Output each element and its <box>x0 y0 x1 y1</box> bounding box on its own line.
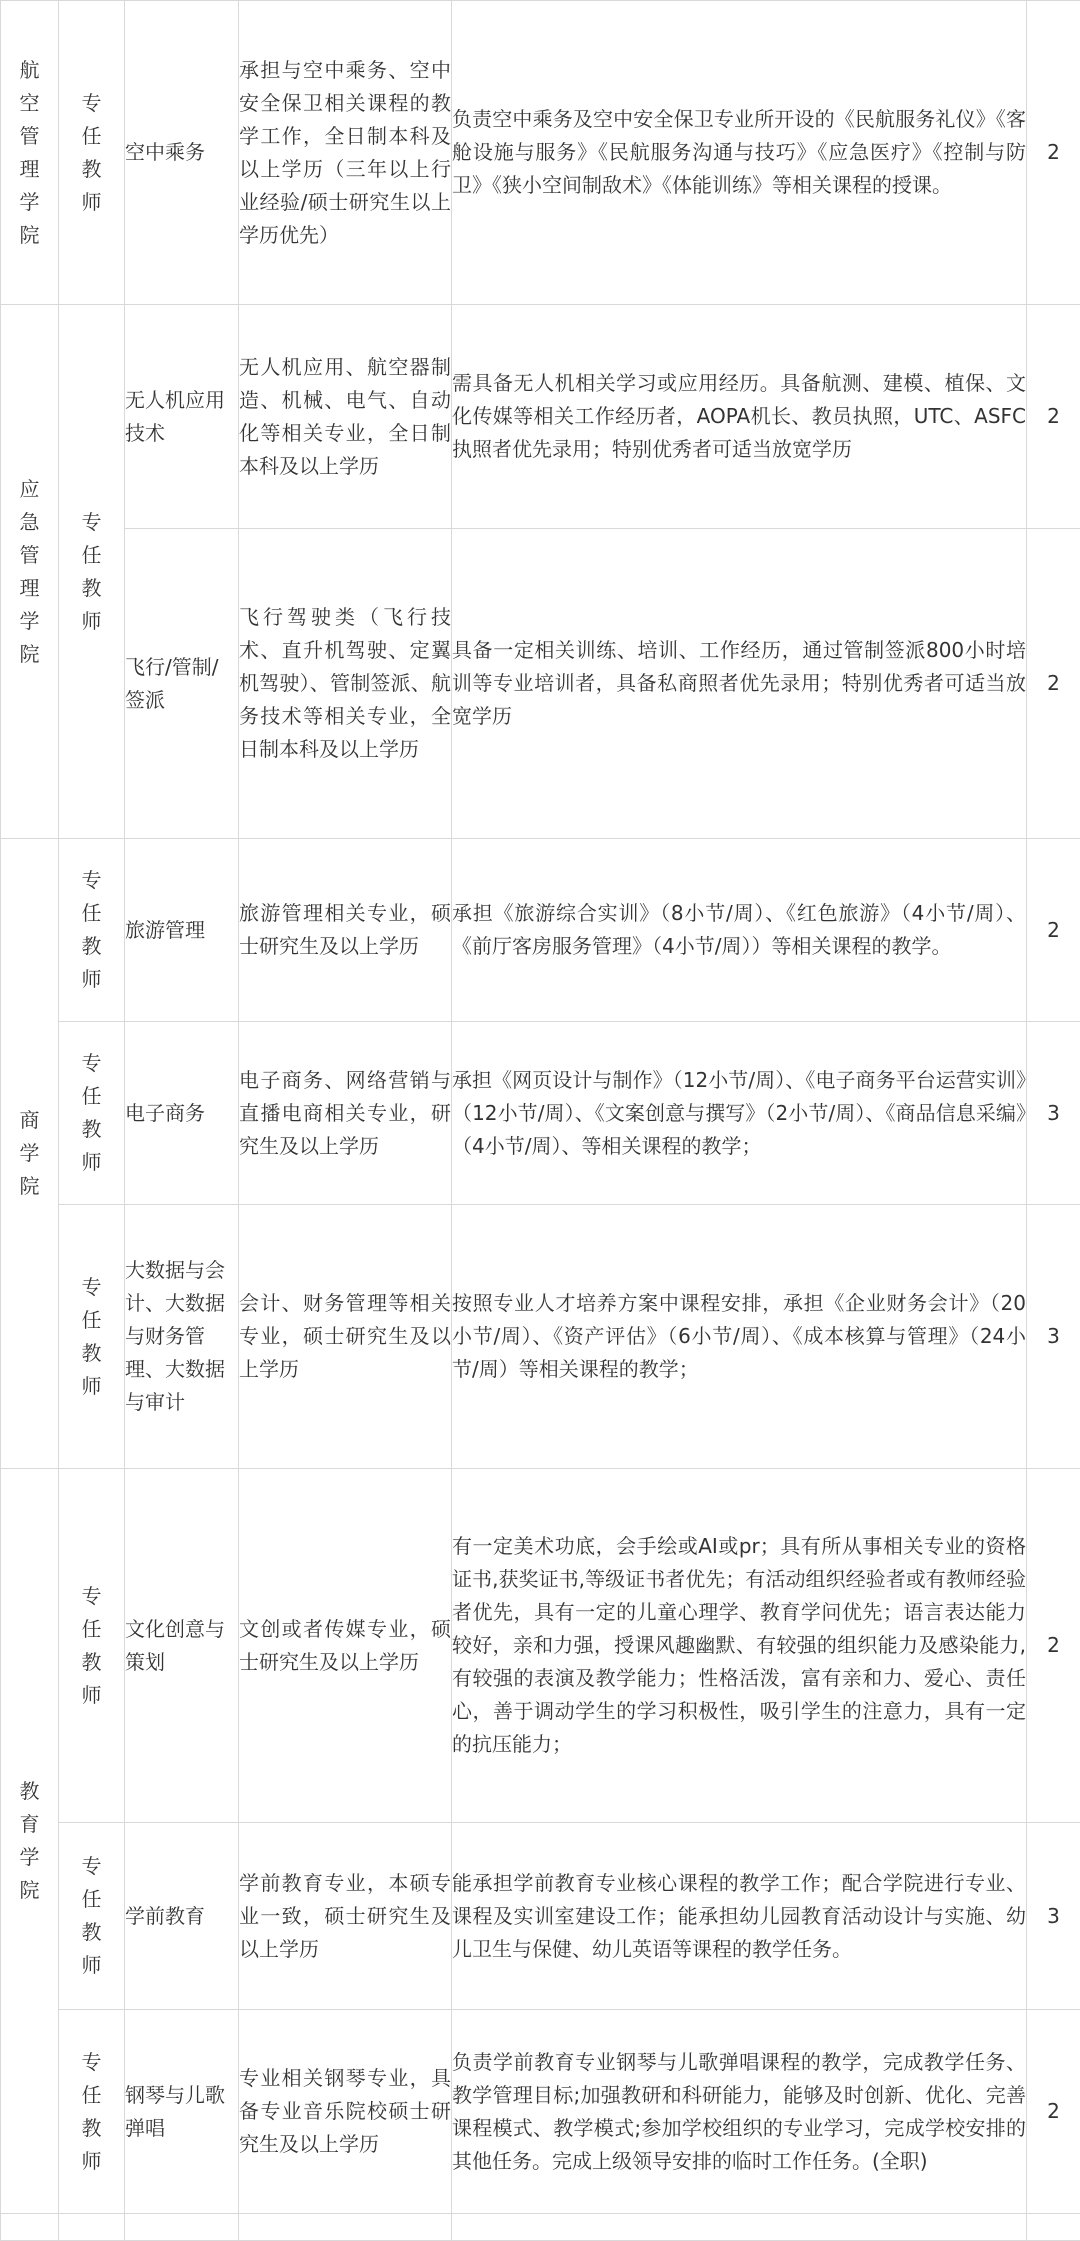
education-cell: 电子商务、网络营销与直播电商相关专业，研究生及以上学历 <box>239 1022 452 1205</box>
table-row <box>1 2010 1080 2214</box>
post-type-cell: 专 任 教 师 <box>59 1823 125 2010</box>
college-cell: 教 育 学 院 <box>1 1469 59 2214</box>
table-row <box>1 1022 1080 1205</box>
college-cell: 商 学 院 <box>1 839 59 1469</box>
duty-cell: 承担《网页设计与制作》（12小节/周）、《电子商务平台运营实训》（12小节/周）、《文案创意与撰写》（2小节/周）、《商品信息采编》（4小节/周）、等相关课程的教学； <box>452 1022 1027 1205</box>
education-cell: 会计、财务管理等相关专业，硕士研究生及以上学历 <box>239 1205 452 1469</box>
table-row <box>1 305 1080 529</box>
headcount-cell: 2 <box>1027 305 1080 529</box>
duty-cell: 负责学前教育专业钢琴与儿歌弹唱课程的教学，完成教学任务、教学管理目标;加强教研和科研能力，能够及时创新、优化、完善课程模式、教学模式;参加学校组织的专业学习，完成学校安排的其他任务。完成上级领导安排的临时工作任务。(全职) <box>452 2010 1027 2214</box>
post-type-cell: 专 任 教 师 <box>59 1205 125 1469</box>
table-row <box>1 1205 1080 1469</box>
college-cell: 应 急 管 理 学 院 <box>1 305 59 839</box>
post-type-cell: 专 任 教 师 <box>59 305 125 839</box>
duty-cell: 负责空中乘务及空中安全保卫专业所开设的《民航服务礼仪》《客舱设施与服务》《民航服务沟通与技巧》《应急医疗》《控制与防卫》《狭小空间制敌术》《体能训练》等相关课程的授课。 <box>452 1 1027 305</box>
headcount-cell: 2 <box>1027 839 1080 1022</box>
duty-cell: 承担《旅游综合实训》（8小节/周）、《红色旅游》（4小节/周）、《前厅客房服务管理》（4小节/周））等相关课程的教学。 <box>452 839 1027 1022</box>
education-cell: 无人机应用、航空器制造、机械、电气、自动化等相关专业，全日制本科及以上学历 <box>239 305 452 529</box>
major-cell: 无人机应用技术 <box>125 305 239 529</box>
headcount-cell: 2 <box>1027 1 1080 305</box>
education-cell: 飞行驾驶类（飞行技术、直升机驾驶、定翼机驾驶）、管制签派、航务技术等相关专业，全日制本科及以上学历 <box>239 529 452 839</box>
headcount-cell: 3 <box>1027 1205 1080 1469</box>
post-type-cell: 专 任 教 师 <box>59 839 125 1022</box>
major-cell: 空中乘务 <box>125 1 239 305</box>
duty-cell: 需具备无人机相关学习或应用经历。具备航测、建模、植保、文化传媒等相关工作经历者，AOPA机长、教员执照，UTC、ASFC执照者优先录用；特别优秀者可适当放宽学历 <box>452 305 1027 529</box>
major-cell: 钢琴与儿歌弹唱 <box>125 2010 239 2214</box>
table-row-partial <box>1 2214 1080 2241</box>
post-type-cell: 专 任 教 师 <box>59 1022 125 1205</box>
headcount-cell: 2 <box>1027 2010 1080 2214</box>
major-cell: 飞行/管制/签派 <box>125 529 239 839</box>
education-cell: 旅游管理相关专业，硕士研究生及以上学历 <box>239 839 452 1022</box>
post-type-cell: 专 任 教 师 <box>59 2010 125 2214</box>
duty-cell: 按照专业人才培养方案中课程安排，承担《企业财务会计》（20小节/周）、《资产评估》（6小节/周）、《成本核算与管理》（24小节/周）等相关课程的教学； <box>452 1205 1027 1469</box>
education-cell: 文创或者传媒专业，硕士研究生及以上学历 <box>239 1469 452 1823</box>
duty-cell: 有一定美术功底，会手绘或AI或pr；具有所从事相关专业的资格证书,获奖证书,等级证书者优先；有活动组织经验者或有教师经验者优先，具有一定的儿童心理学、教育学问优先；语言表达能力较好，亲和力强，授课风趣幽默、有较强的组织能力及感染能力,有较强的表演及教学能力；性格活泼，富有亲和力、爱心、责任心，善于调动学生的学习积极性，吸引学生的注意力，具有一定的抗压能力； <box>452 1469 1027 1823</box>
duty-cell: 具备一定相关训练、培训、工作经历，通过管制签派800小时培训等专业培训者，具备私商照者优先录用；特别优秀者可适当放宽学历 <box>452 529 1027 839</box>
headcount-cell: 2 <box>1027 1469 1080 1823</box>
table-row <box>1 839 1080 1022</box>
table-row <box>1 1 1080 305</box>
headcount-cell: 3 <box>1027 1022 1080 1205</box>
headcount-cell: 3 <box>1027 1823 1080 2010</box>
major-cell: 学前教育 <box>125 1823 239 2010</box>
education-cell: 学前教育专业，本硕专业一致，硕士研究生及以上学历 <box>239 1823 452 2010</box>
headcount-cell: 2 <box>1027 529 1080 839</box>
education-cell: 专业相关钢琴专业，具备专业音乐院校硕士研究生及以上学历 <box>239 2010 452 2214</box>
table-row <box>1 1469 1080 1823</box>
table-row <box>1 1823 1080 2010</box>
education-cell: 承担与空中乘务、空中安全保卫相关课程的教学工作，全日制本科及以上学历（三年以上行业经验/硕士研究生以上学历优先） <box>239 1 452 305</box>
table-row <box>1 529 1080 839</box>
post-type-cell: 专 任 教 师 <box>59 1 125 305</box>
major-cell: 文化创意与策划 <box>125 1469 239 1823</box>
duty-cell: 能承担学前教育专业核心课程的教学工作；配合学院进行专业、课程及实训室建设工作；能承担幼儿园教育活动设计与实施、幼儿卫生与保健、幼儿英语等课程的教学任务。 <box>452 1823 1027 2010</box>
post-type-cell: 专 任 教 师 <box>59 1469 125 1823</box>
major-cell: 大数据与会计、大数据与财务管理、大数据与审计 <box>125 1205 239 1469</box>
college-cell: 航 空 管 理 学 院 <box>1 1 59 305</box>
major-cell: 旅游管理 <box>125 839 239 1022</box>
major-cell: 电子商务 <box>125 1022 239 1205</box>
